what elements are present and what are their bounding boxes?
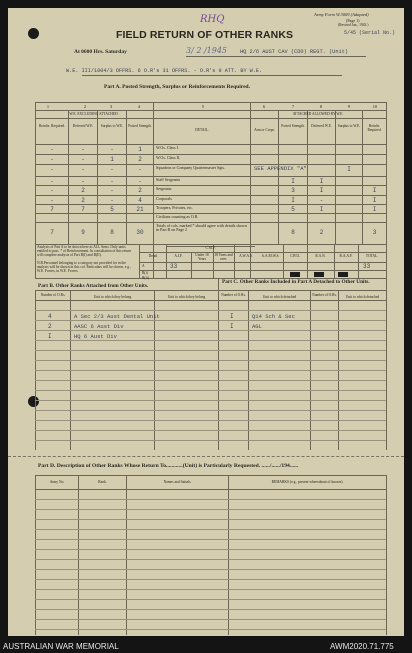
- part-a-cell: 4: [138, 197, 142, 204]
- attached-allowed-header: ATTACHED ALLOWED BY W.E.: [292, 112, 344, 116]
- ruled-line: [35, 599, 386, 600]
- ruled-line: [35, 589, 386, 590]
- ruled-line: [35, 360, 386, 361]
- date-handwritten: 3/ 2 /1945: [186, 46, 228, 55]
- part-a-detail: Corporals: [156, 196, 172, 201]
- ruled-line: [35, 330, 386, 331]
- cmf-head: C.M.F.: [205, 246, 216, 250]
- ruled-line: [35, 569, 386, 570]
- part-a-cell: I: [372, 187, 377, 194]
- analysis-head: R.A.N.: [315, 254, 326, 258]
- analysis-head: Detail: [148, 254, 158, 258]
- at-line: At 0600 Hrs. Saturday: [74, 49, 127, 55]
- part-a-detail: W.Os. Class I.: [156, 145, 179, 150]
- col-head: Deferred W.E.: [311, 124, 332, 128]
- footer-bar: [0, 640, 412, 653]
- part-a-cell: I: [372, 197, 377, 204]
- col-head: Surplus to W.E.: [337, 124, 361, 128]
- ruled-line: [35, 400, 386, 401]
- part-a-cell: 7: [50, 206, 54, 213]
- part-a-cell: 3: [291, 187, 295, 194]
- part-a-cell: -: [110, 197, 114, 204]
- part-a-cell: 2: [138, 187, 142, 194]
- revised-line: (Revised Jan., 1943.): [338, 23, 369, 27]
- d-head: Names and Initials.: [163, 480, 192, 484]
- col-number: 6: [262, 104, 266, 109]
- punch-hole-top: [28, 28, 39, 39]
- part-a-cell: I: [347, 166, 351, 173]
- col-number: 3: [109, 104, 113, 109]
- col-number: 7: [291, 104, 295, 109]
- part-a-cell: I: [319, 178, 324, 185]
- part-b-unit: A Sec 2/3 Aust Dental Unit: [74, 313, 160, 320]
- col-number: 10: [372, 104, 378, 109]
- part-a-cell: -: [110, 187, 114, 194]
- part-a-cell: 21: [136, 206, 144, 213]
- part-b-unit: AASC 6 Aust Div: [74, 323, 124, 330]
- analysis-head: A.W.A.S.: [239, 254, 253, 258]
- b-head: Unit to which they belong: [93, 295, 132, 299]
- col-head: Posted Strength.: [128, 124, 152, 128]
- c-head: Number of O.Rs.: [221, 293, 246, 297]
- ruled-line: [35, 529, 386, 530]
- part-a-cell: 9: [81, 229, 85, 236]
- col-head: Surplus to W.E.: [100, 124, 124, 128]
- analysis-head: Under 18 Years: [195, 253, 209, 261]
- col-head: Deferred W.E.: [72, 124, 94, 128]
- part-a-cell: -: [50, 156, 54, 163]
- analysis-notes: Analysis of Part A to be shown here as ALL Arms. Only units entitled to pass. * of Reinforcement. In consultation of this return will complete analysis of Part B(I) and B(II).: [37, 245, 132, 257]
- part-a-cell: -: [81, 146, 85, 153]
- ruled-line: [35, 619, 386, 620]
- part-b-count: 2: [48, 323, 52, 330]
- d-head: REMARKS (e.g., present whereabouts if known).: [271, 480, 344, 484]
- part-a-cell: 3: [372, 229, 377, 236]
- ruled-line: [35, 350, 386, 351]
- part-a-cell: 2: [319, 229, 324, 236]
- part-a-cell: -: [81, 166, 85, 173]
- d-head: Army No.: [49, 480, 65, 484]
- ruled-line: [35, 320, 386, 321]
- part-a-detail: Sergeants: [156, 186, 172, 191]
- part-a-detail: W.Os. Class II.: [156, 155, 181, 160]
- c-head: Number of O.Rs.: [312, 293, 337, 297]
- analysis-notes-2: N.B.Personnel belonging to a category not provided for in the analysis will be shown in this col. Particulars will be shown, e.g., W.E. Forces, in W.E. Forces.: [37, 261, 131, 273]
- ruled-line: [35, 340, 386, 341]
- col-head: Posted Strength.: [281, 124, 305, 128]
- unit-line: HQ 2/6 AUST CAV (CDO) REGT. (Unit): [240, 49, 349, 55]
- col-number: 8: [319, 104, 323, 109]
- part-b-unit: HQ 6 Aust Div: [74, 333, 117, 340]
- ruled-line: [35, 310, 386, 311]
- part-a-cell: -: [81, 156, 85, 163]
- analysis-row: A: [142, 264, 145, 268]
- army-form-line: Army Form W.3009 (Adapted): [314, 12, 369, 17]
- part-c-count: I: [230, 313, 234, 320]
- part-a-cell: 5: [291, 206, 295, 213]
- ruled-line: [35, 579, 386, 580]
- part-a-cell: 1: [138, 146, 142, 153]
- handwritten-corner: RHQ: [200, 14, 225, 25]
- part-a-detail: Civilians counting as O.R.: [156, 214, 199, 219]
- redaction-block: [314, 272, 324, 277]
- part-c-count: I: [230, 323, 234, 330]
- part-a-cell: 30: [136, 229, 144, 236]
- col-head: DETAIL.: [195, 128, 209, 132]
- we-line: W.E. III/1004/3 OFFRS. 6 O.R's 31 OFFRS. - O.R's 9 ATT. BY W.E.: [66, 68, 263, 74]
- part-a-cell: 5: [110, 206, 114, 213]
- ruled-line: [35, 380, 386, 381]
- part-a-cell: 2: [81, 197, 85, 204]
- part-a-detail: Troopers, Privates, etc.: [156, 205, 193, 210]
- part-a-cell: -: [110, 146, 114, 153]
- ruled-line: [35, 420, 386, 421]
- ruled-line: [35, 559, 386, 560]
- ruled-line: [35, 549, 386, 550]
- part-a-detail: Squadron or Company Quartermaster Sgts.: [156, 165, 225, 170]
- analysis-row: B(ii): [142, 276, 149, 280]
- part-a-cell: I: [319, 187, 324, 194]
- serial-number: 5/45 (Serial No.): [344, 30, 396, 36]
- ruled-line: [35, 629, 386, 630]
- analysis-head: A.A.M.W.S.: [261, 254, 280, 258]
- part-a-cell: 7: [50, 229, 54, 236]
- part-a-cell: -: [110, 166, 114, 173]
- b-head: Number of O.Rs.: [40, 293, 66, 297]
- ruled-line: [35, 509, 386, 510]
- redaction-block: [290, 272, 300, 277]
- col-number: 9: [347, 104, 351, 109]
- part-a-cell: -: [50, 166, 54, 173]
- col-head: Arm or Corps.: [254, 128, 275, 132]
- part-c-title: Part C. Other Ranks Included in Part A Detached to Other Units.: [222, 279, 370, 285]
- redaction-block: [338, 272, 348, 277]
- c-head: Unit to which detached: [345, 295, 380, 299]
- d-head: Rank.: [98, 480, 107, 484]
- part-b-count: I: [48, 333, 52, 340]
- col-number: 1: [46, 104, 50, 109]
- part-c-unit: AGL: [252, 323, 262, 330]
- c-head: Unit to which detached: [262, 295, 297, 299]
- we-excluding-header: W.E. EXCLUDING ATTACHED.: [69, 112, 119, 116]
- col-number: 2: [83, 104, 87, 109]
- part-a-cell: I: [372, 206, 377, 213]
- part-a-cell: -: [50, 197, 54, 204]
- ruled-line: [35, 370, 386, 371]
- part-a-cell: -: [50, 178, 54, 185]
- ruled-line: [35, 440, 386, 441]
- ruled-line: [35, 539, 386, 540]
- part-d-title: Part D. Description of Other Ranks Whose Return To............(Unit) is Particularly Requested. ....../....../194......: [38, 463, 299, 469]
- part-a-cell: 8: [110, 229, 114, 236]
- ruled-line: [35, 499, 386, 500]
- part-a-title: Part A. Posted Strength, Surplus or Reinforcements Required.: [104, 84, 250, 90]
- footer-accession: AWM2020.71.775: [330, 642, 394, 651]
- part-a-cell: 2: [138, 156, 142, 163]
- punch-hole-bottom: [28, 396, 39, 407]
- part-a-cell: -: [50, 187, 54, 194]
- part-a-detail: Totals of cols. marked * should agree with details shown in Part B on Page 2: [156, 223, 247, 232]
- analysis-head: A.I.F.: [174, 254, 183, 258]
- ruled-line: [35, 609, 386, 610]
- analysis-head: CIVIL: [290, 254, 300, 258]
- form-sheet: [8, 8, 404, 636]
- part-b-title: Part B. Other Ranks Attached from Other Units.: [38, 283, 149, 289]
- ruled-line: [35, 430, 386, 431]
- analysis-head: TOTAL.: [365, 254, 379, 258]
- part-a-cell: I: [319, 206, 324, 213]
- part-a-cell: -: [110, 178, 114, 185]
- ruled-line: [35, 390, 386, 391]
- part-a-cell: -: [81, 178, 85, 185]
- form-title: FIELD RETURN OF OTHER RANKS: [116, 29, 294, 41]
- analysis-row: B(i): [142, 271, 148, 275]
- page-line: (Page 1): [346, 18, 360, 23]
- col-head: Reinfts. Required.: [38, 124, 66, 128]
- part-a-cell: 8: [291, 229, 295, 236]
- part-a-cell: I: [291, 197, 295, 204]
- analysis-head: 18 Years and over.: [214, 253, 233, 261]
- analysis-head: R.A.A.F.: [339, 254, 353, 258]
- col-number: 4: [137, 104, 141, 109]
- perforation-line: [8, 456, 404, 457]
- part-b-count: 4: [48, 313, 52, 320]
- part-c-unit: Q14 Sch & Sec: [252, 313, 295, 320]
- part-a-cell: 1: [110, 156, 114, 163]
- col-head: Reinfts. Required.: [367, 124, 382, 132]
- ruled-line: [35, 410, 386, 411]
- see-appendix: SEE APPENDIX "A": [254, 165, 307, 172]
- b-head: Unit to which they belong: [167, 295, 206, 299]
- col-number: 5: [201, 104, 205, 109]
- footer-source: AUSTRALIAN WAR MEMORIAL: [3, 642, 119, 651]
- part-a-cell: -: [50, 146, 54, 153]
- part-a-cell: -: [319, 197, 324, 204]
- part-a-cell: I: [291, 178, 295, 185]
- total-value: 33: [363, 263, 371, 270]
- part-a-cell: -: [138, 178, 142, 185]
- aif-value: 33: [170, 263, 178, 270]
- part-a-cell: 7: [81, 206, 85, 213]
- part-a-detail: Staff Sergeants: [156, 177, 181, 182]
- part-a-cell: 2: [81, 187, 85, 194]
- ruled-line: [35, 519, 386, 520]
- part-a-cell: -: [138, 166, 142, 173]
